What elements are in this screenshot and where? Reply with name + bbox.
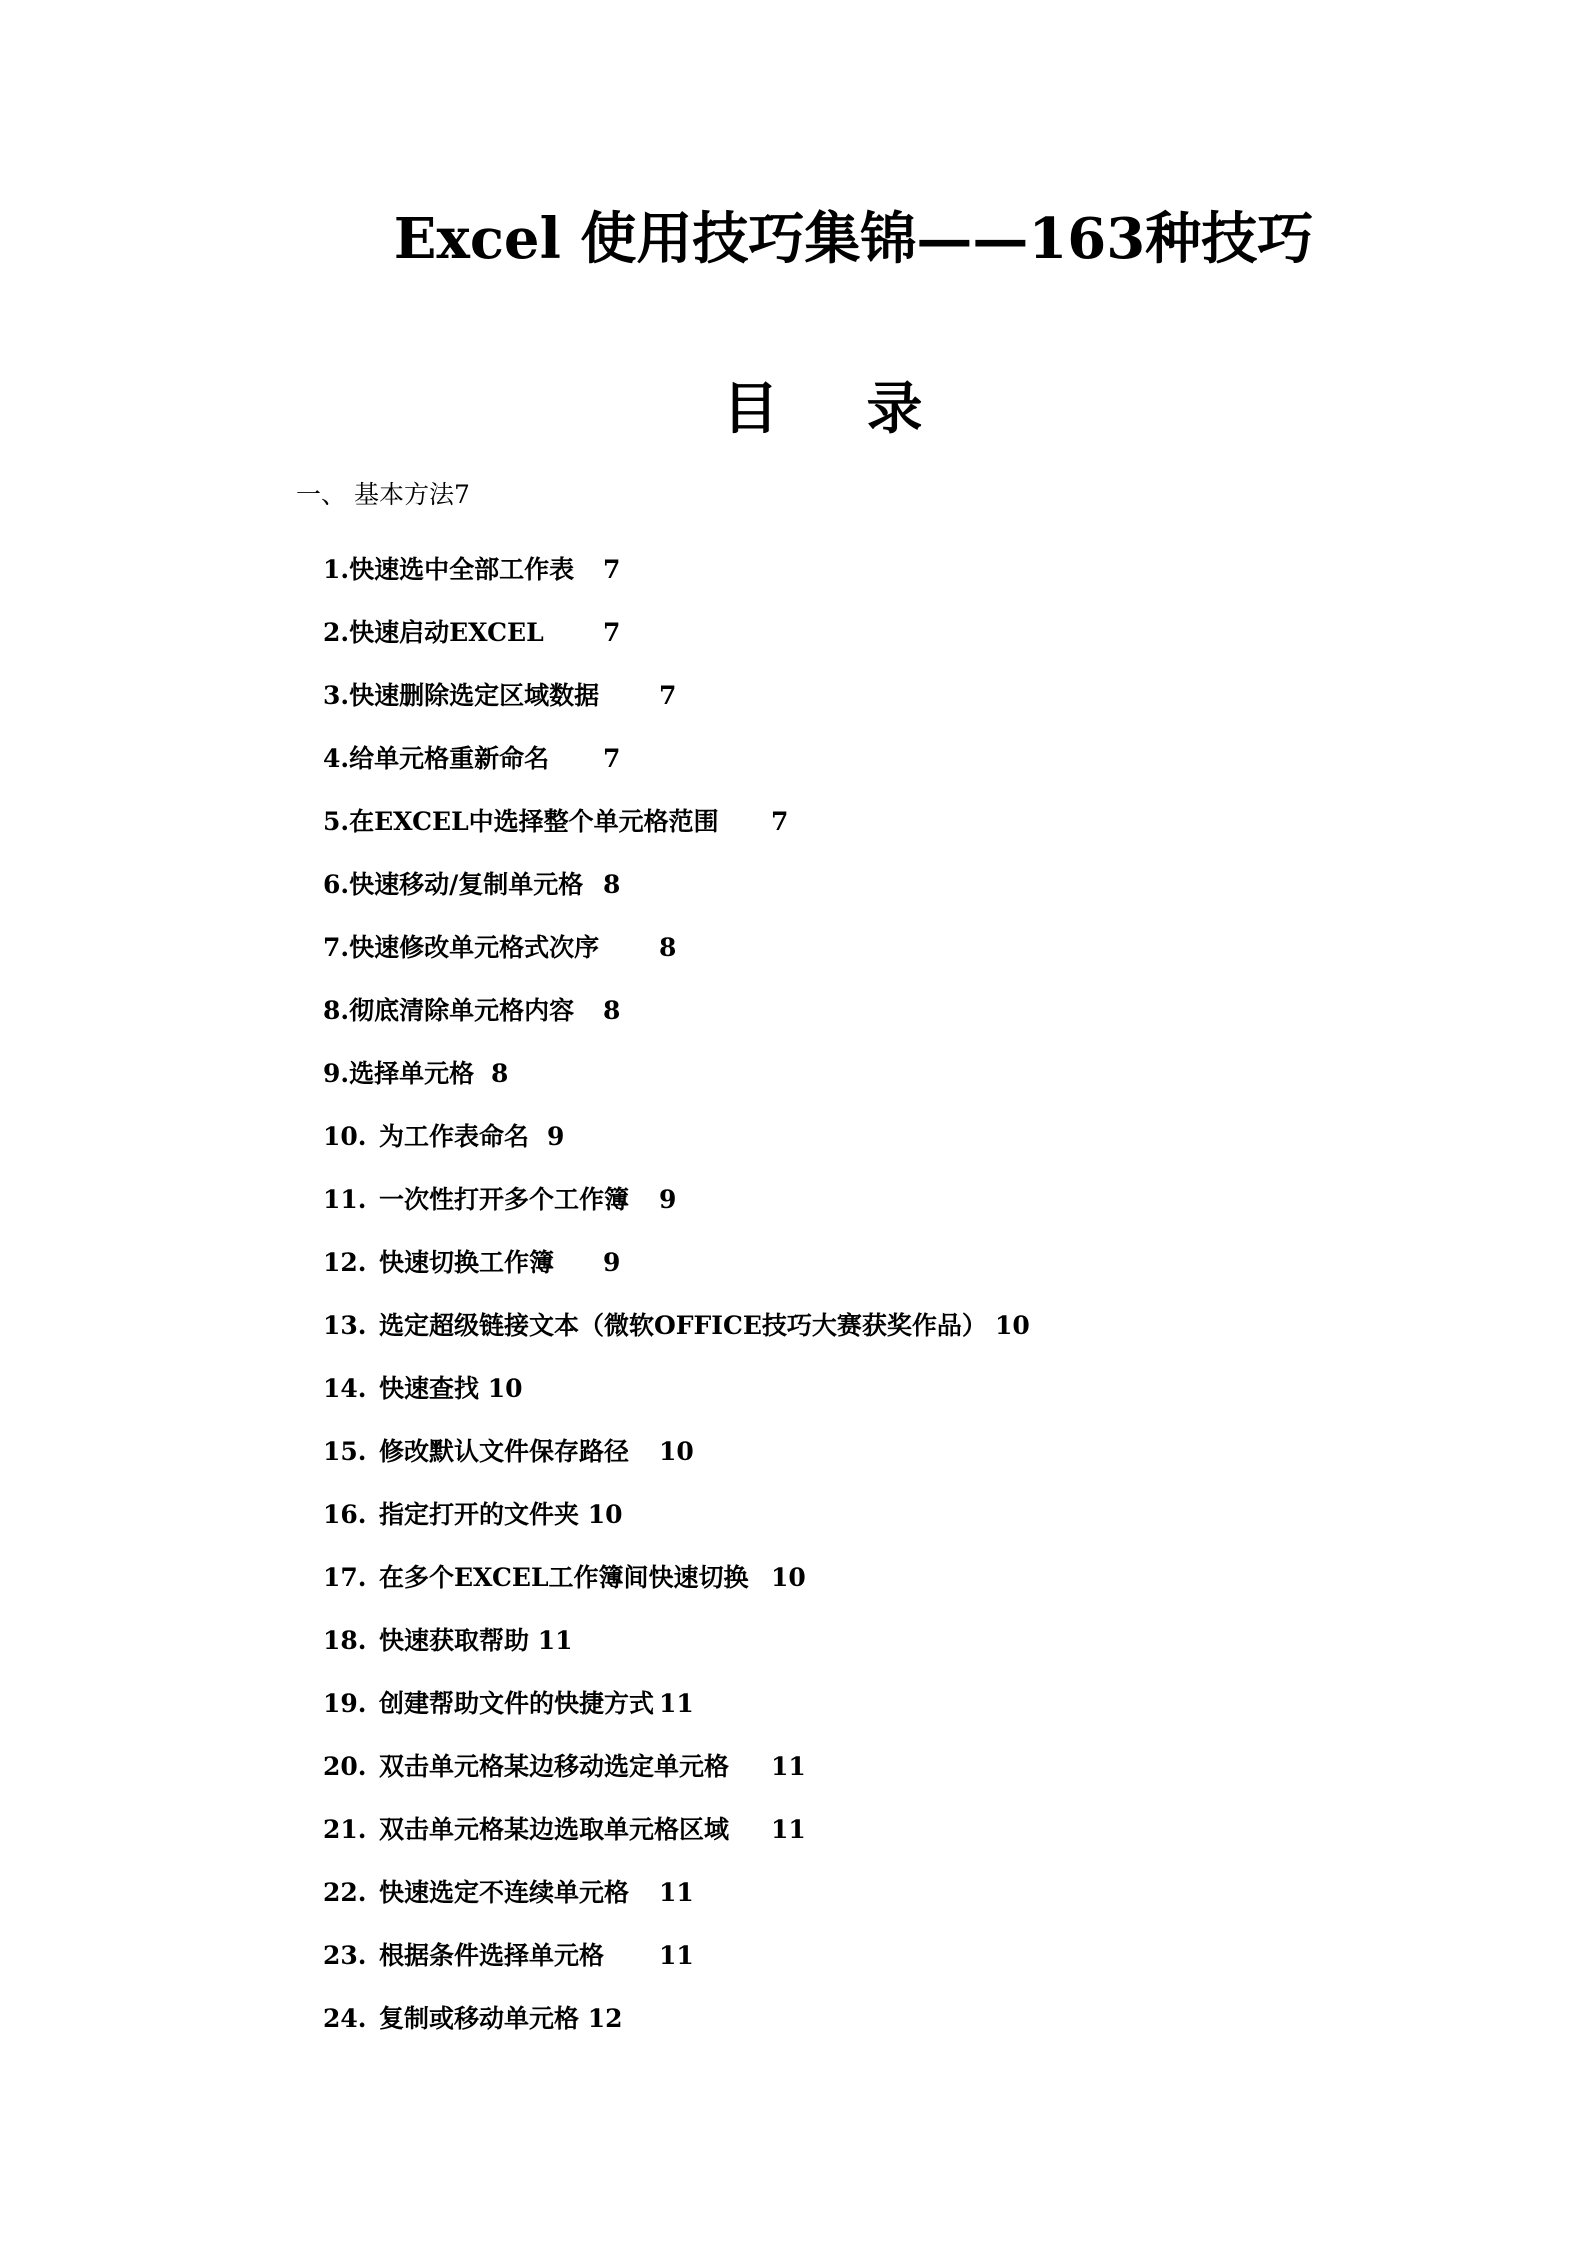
section-page: 7: [453, 480, 470, 509]
entry-title: 快速删除选定区域数据: [349, 681, 600, 710]
entry-number: 4.: [323, 744, 350, 773]
entry-title: 根据条件选择单元格: [379, 1941, 605, 1970]
entry-number: 6.: [323, 870, 350, 899]
toc-entry[interactable]: [323, 1434, 1030, 1497]
entry-title: 选定超级链接文本（微软OFFICE技巧大赛获奖作品）: [379, 1311, 987, 1340]
document-title: Excel 使用技巧集锦——163种技巧: [393, 206, 1314, 272]
entry-number: 23.: [323, 1941, 367, 1970]
toc-entry[interactable]: [323, 804, 1030, 867]
entry-number: 21.: [323, 1815, 367, 1844]
toc-section-basic-methods[interactable]: [296, 475, 470, 511]
entry-page: 8: [659, 933, 677, 962]
entry-title: 在多个EXCEL工作簿间快速切换: [379, 1563, 749, 1592]
entry-title: 选择单元格: [349, 1059, 475, 1088]
entry-number: 12.: [323, 1248, 367, 1277]
entry-number: 20.: [323, 1752, 367, 1781]
entry-number: 2.: [323, 618, 350, 647]
entry-page: 11: [659, 1941, 694, 1970]
entry-title: 给单元格重新命名: [349, 744, 550, 773]
toc-entry[interactable]: [323, 552, 1030, 615]
entry-number: 19.: [323, 1689, 367, 1718]
entry-page: 7: [603, 618, 621, 647]
entry-title: 快速切换工作簿: [379, 1248, 555, 1277]
entry-title: 修改默认文件保存路径: [379, 1437, 630, 1466]
toc-entry[interactable]: [323, 867, 1030, 930]
toc-entry[interactable]: [323, 678, 1030, 741]
toc-heading: 目 录: [722, 376, 925, 442]
entry-page: 11: [537, 1626, 573, 1655]
entry-title: 快速查找: [379, 1374, 480, 1403]
toc-entry[interactable]: [323, 1623, 1030, 1686]
entry-title: 双击单元格某边选取单元格区域: [379, 1815, 730, 1844]
entry-title: 彻底清除单元格内容: [349, 996, 575, 1025]
entry-page: 10: [659, 1437, 694, 1466]
entry-page: 8: [603, 996, 621, 1025]
entry-number: 7.: [323, 933, 350, 962]
entry-number: 1.: [323, 555, 350, 584]
entry-number: 9.: [323, 1059, 350, 1088]
toc-entry[interactable]: [323, 1119, 1030, 1182]
entry-number: 15.: [323, 1437, 367, 1466]
section-label: 一、 基本方法: [296, 480, 454, 509]
entry-title: 快速选定不连续单元格: [379, 1878, 630, 1907]
entry-number: 3.: [323, 681, 350, 710]
toc-entry[interactable]: [323, 1308, 1030, 1371]
entry-title: 指定打开的文件夹: [379, 1500, 580, 1529]
toc-entry[interactable]: [323, 993, 1030, 1056]
entry-page: 9: [547, 1122, 565, 1151]
toc-entry[interactable]: [323, 1749, 1030, 1812]
entry-number: 13.: [323, 1311, 367, 1340]
entry-page: 7: [603, 555, 621, 584]
entry-page: 7: [603, 744, 621, 773]
entry-page: 11: [659, 1878, 694, 1907]
toc-entry[interactable]: [323, 1182, 1030, 1245]
entry-title: 快速选中全部工作表: [349, 555, 575, 584]
entry-title: 快速修改单元格式次序: [349, 933, 600, 962]
entry-title: 双击单元格某边移动选定单元格: [379, 1752, 730, 1781]
entry-page: 11: [771, 1752, 806, 1781]
entry-title: 复制或移动单元格: [379, 2004, 580, 2033]
entry-title: 一次性打开多个工作簿: [379, 1185, 630, 1214]
toc-entry[interactable]: [323, 1497, 1030, 1560]
entry-number: 8.: [323, 996, 350, 1025]
entry-page: 10: [587, 1500, 623, 1529]
entry-page: 9: [603, 1248, 621, 1277]
entry-title: 快速启动EXCEL: [349, 618, 544, 647]
toc-entry[interactable]: [323, 1686, 1030, 1749]
entry-number: 18.: [323, 1626, 367, 1655]
toc-entry[interactable]: [323, 1371, 1030, 1434]
toc-entry[interactable]: [323, 2001, 1030, 2064]
toc-entry[interactable]: [323, 1938, 1030, 2001]
entry-number: 22.: [323, 1878, 367, 1907]
entry-page: 7: [659, 681, 677, 710]
toc-list: [323, 552, 1030, 2064]
toc-entry[interactable]: [323, 1875, 1030, 1938]
toc-entry[interactable]: [323, 1245, 1030, 1308]
entry-page: 11: [771, 1815, 806, 1844]
entry-number: 5.: [323, 807, 350, 836]
toc-entry[interactable]: [323, 741, 1030, 804]
entry-page: 11: [659, 1689, 694, 1718]
entry-page: 12: [587, 2004, 623, 2033]
entry-title: 快速获取帮助: [379, 1626, 530, 1655]
toc-entry[interactable]: [323, 615, 1030, 678]
entry-title: 创建帮助文件的快捷方式: [379, 1689, 655, 1718]
entry-number: 24.: [323, 2004, 367, 2033]
entry-number: 11.: [323, 1185, 367, 1214]
entry-page: 7: [771, 807, 789, 836]
entry-number: 17.: [323, 1563, 367, 1592]
entry-number: 14.: [323, 1374, 367, 1403]
entry-title: 为工作表命名: [379, 1122, 530, 1151]
entry-number: 10.: [323, 1122, 367, 1151]
entry-page: 8: [491, 1059, 509, 1088]
entry-page: 9: [659, 1185, 677, 1214]
entry-title: 在EXCEL中选择整个单元格范围: [349, 807, 719, 836]
toc-entry[interactable]: [323, 1560, 1030, 1623]
entry-title: 快速移动/复制单元格: [349, 870, 584, 899]
toc-entry[interactable]: [323, 1056, 1030, 1119]
entry-page: 10: [995, 1311, 1030, 1340]
entry-page: 8: [603, 870, 621, 899]
entry-page: 10: [487, 1374, 523, 1403]
entry-number: 16.: [323, 1500, 367, 1529]
toc-entry[interactable]: [323, 1812, 1030, 1875]
toc-entry[interactable]: [323, 930, 1030, 993]
entry-page: 10: [771, 1563, 806, 1592]
